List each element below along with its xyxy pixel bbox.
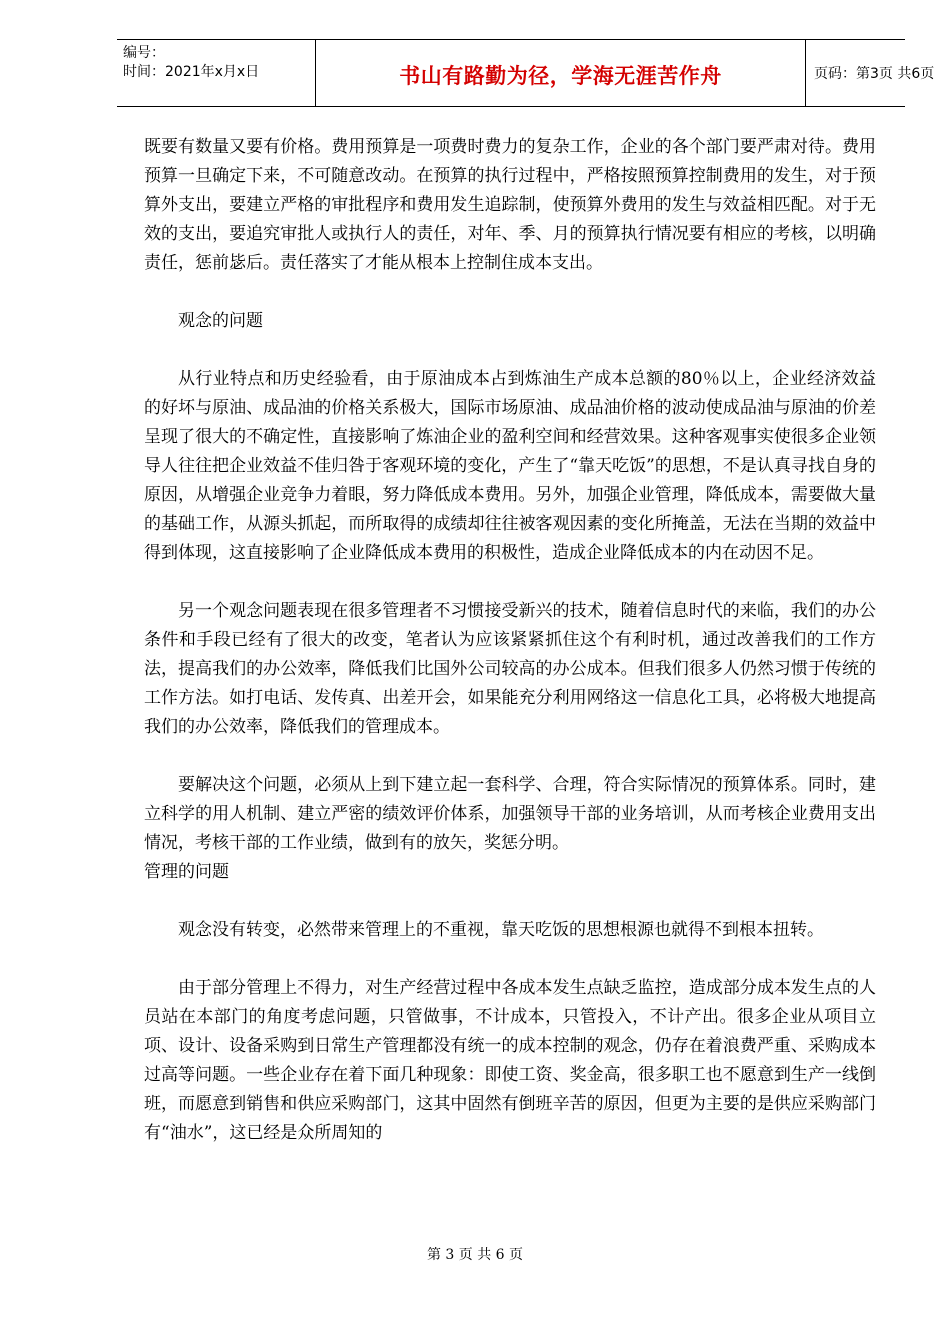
header-page-label: 页码：第3页 共6页 [814,66,935,82]
serial-number-label: 编号： [123,45,165,61]
paragraph-new-technology: 另一个观念问题表现在很多管理者不习惯接受新兴的技术，随着信息时代的来临，我们的办公条件和手段已经有了很大的改变，笔者认为应该紧紧抓住这个有利时机，通过改善我们的工作方法，提高我们的办公效率，降低我们比国外公司较高的办公成本。但我们很多人仍然习惯于传统的工作方法。如打电话、发传真、出差开会，如果能充分利用网络这一信息化工具，必将极大地提高我们的办公效率，降低我们的管理成本。 [144,601,876,737]
section-heading-management: 管理的问题 [144,862,229,882]
paragraph-concept-unchanged: 观念没有转变，必然带来管理上的不重视，靠天吃饭的思想根源也就得不到根本扭转。 [178,920,824,940]
page-footer-number: 第 3 页 共 6 页 [426,1247,524,1263]
paragraph-industry-experience: 从行业特点和历史经验看，由于原油成本占到炼油生产成本总额的80％以上，企业经济效益的好坏与原油、成品油的价格关系极大，国际市场原油、成品油价格的波动使成品油与原油的价差呈现了很大的不确定性，直接影响了炼油企业的盈利空间和经营效果。这种客观事实使很多企业领导人往往把企业效益不佳归咎于客观环境的变化，产生了“靠天吃饭”的思想，不是认真寻找自身的原因，从增强企业竞争力着眼，努力降低成本费用。另外，加强企业管理，降低成本，需要做大量的基础工作，从源头抓起，而所取得的成绩却往往被客观因素的变化所掩盖，无法在当期的效益中得到体现，这直接影响了企业降低成本费用的积极性，造成企业降低成本的内在动因不足。 [144,369,876,563]
document-body [144,133,876,1148]
date-label: 时间：2021年x月x日 [123,64,260,80]
paragraph-solution: 要解决这个问题，必须从上到下建立起一套科学、合理，符合实际情况的预算体系。同时，建立科学的用人机制、建立严密的绩效评价体系，加强领导干部的业务培训，从而考核企业费用支出情况，考核干部的工作业绩，做到有的放矢，奖惩分明。 [144,775,876,853]
header-motto-cell [315,40,806,106]
header-motto: 书山有路勤为径，学海无涯苦作舟 [399,64,722,88]
section-heading-concept: 观念的问题 [178,311,263,331]
page-header [117,39,935,107]
header-info-cell [117,40,315,106]
paragraph-budget-continued: 既要有数量又要有价格。费用预算是一项费时费力的复杂工作，企业的各个部门要严肃对待。费用预算一旦确定下来，不可随意改动。在预算的执行过程中，严格按照预算控制费用的发生，对于预算外支出，要建立严格的审批程序和费用发生追踪制，使预算外费用的发生与效益相匹配。对于无效的支出，要追究审批人或执行人的责任，对年、季、月的预算执行情况要有相应的考核，以明确责任，惩前毖后。责任落实了才能从根本上控制住成本支出。 [144,137,876,273]
paragraph-management-weakness: 由于部分管理上不得力，对生产经营过程中各成本发生点缺乏监控，造成部分成本发生点的人员站在本部门的角度考虑问题，只管做事，不计成本，只管投入，不计产出。很多企业从项目立项、设计、设备采购到日常生产管理都没有统一的成本控制的观念，仍存在着浪费严重、采购成本过高等问题。一些企业存在着下面几种现象：即使工资、奖金高，很多职工也不愿意到生产一线倒班，而愿意到销售和供应采购部门，这其中固然有倒班辛苦的原因，但更为主要的是供应采购部门有“油水”，这已经是众所周知的 [144,978,876,1143]
header-page-cell [806,40,935,106]
